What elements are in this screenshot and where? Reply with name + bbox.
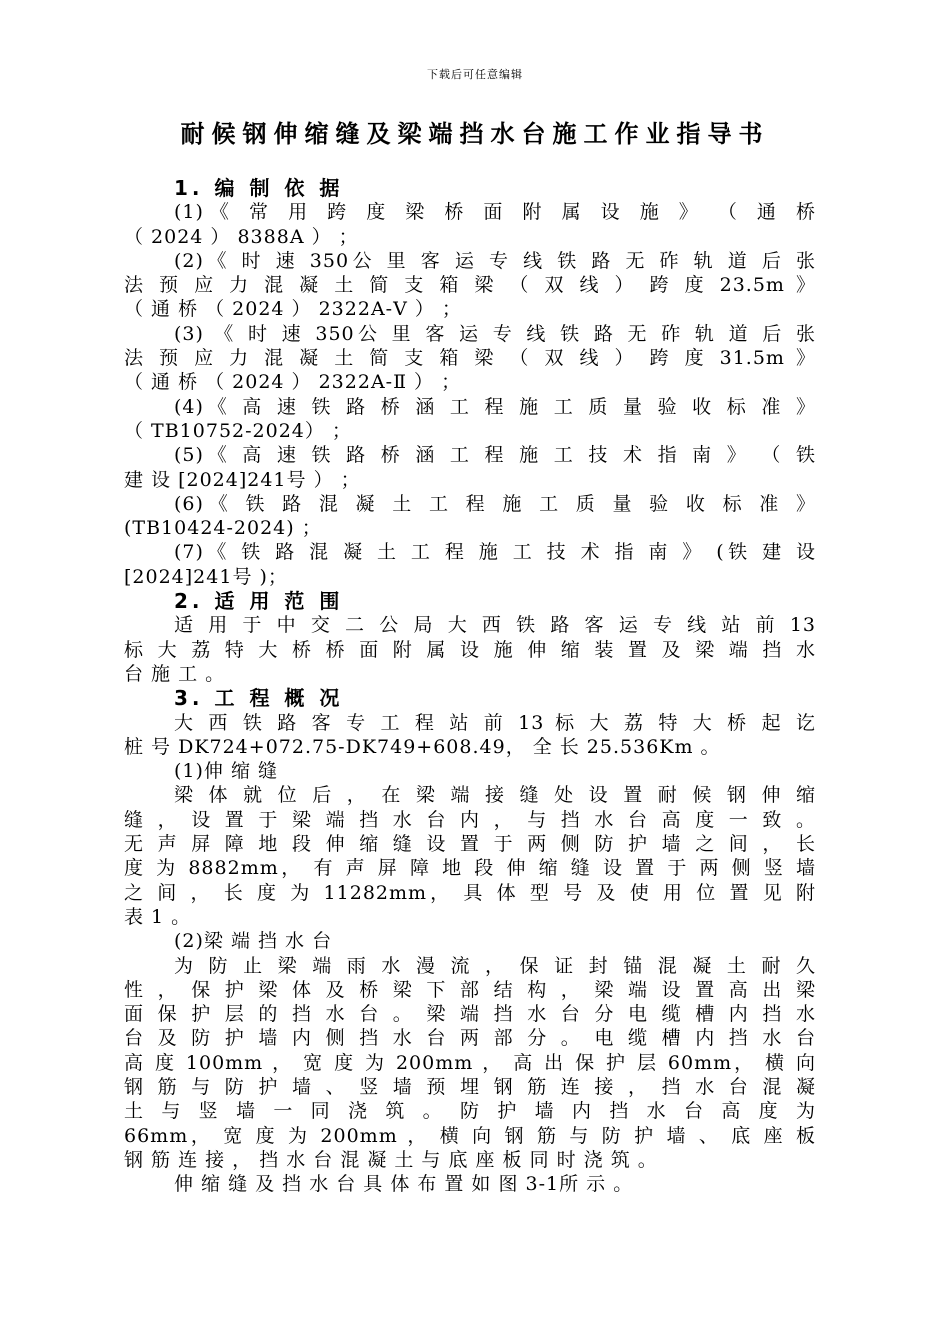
paragraph-line: (2)梁 端 挡 水 台: [174, 930, 333, 953]
paragraph-line: 台 施 工 。: [124, 662, 226, 685]
paragraph-line: 法 预 应 力 混 凝 土 简 支 箱 梁 （ 双 线 ） 跨 度 23.5m 》: [124, 274, 816, 297]
section-heading: 3. 工 程 概 况: [174, 686, 344, 711]
paragraph-line: 钢 筋 与 防 护 墙 、 竖 墙 预 埋 钢 筋 连 接 ， 挡 水 台 混 凝: [124, 1075, 816, 1098]
paragraph-line: 高 度 100mm ， 宽 度 为 200mm ， 高 出 保 护 层 60mm， 横 向: [124, 1051, 816, 1074]
paragraph-line: [2024]241号 )；: [124, 565, 288, 588]
page-title: 耐候钢伸缩缝及梁端挡水台施工作业指导书: [180, 120, 770, 148]
paragraph-line: (4)《 高 速 铁 路 桥 涵 工 程 施 工 质 量 验 收 标 准 》: [174, 395, 816, 418]
paragraph-line: (3) 《 时 速 350公 里 客 运 专 线 铁 路 无 砟 轨 道 后 张: [174, 322, 816, 345]
paragraph-line: 表 1 。: [124, 905, 192, 928]
paragraph-line: (6)《 铁 路 混 凝 土 工 程 施 工 质 量 验 收 标 准 》: [174, 492, 816, 515]
paragraph-line: 性 ， 保 护 梁 体 及 桥 梁 下 部 结 构 ， 梁 端 设 置 高 出 梁: [124, 978, 816, 1001]
paragraph-line: 之 间 ， 长 度 为 11282mm， 具 体 型 号 及 使 用 位 置 见 附: [124, 881, 816, 904]
paragraph-line: 桩 号 DK724+072.75-DK749+608.49， 全 长 25.536Km 。: [124, 735, 721, 758]
header-note: 下载后可任意编辑: [427, 68, 523, 81]
paragraph-line: 适 用 于 中 交 二 公 局 大 西 铁 路 客 运 专 线 站 前 13: [174, 614, 816, 637]
paragraph-line: 度 为 8882mm， 有 声 屏 障 地 段 伸 缩 缝 设 置 于 两 侧 竖 墙: [124, 857, 816, 880]
section-heading: 2. 适 用 范 围: [174, 589, 344, 614]
paragraph-line: （ TB10752-2024） ；: [124, 419, 352, 442]
paragraph-line: 66mm， 宽 度 为 200mm ， 横 向 钢 筋 与 防 护 墙 、 底 座 板: [124, 1124, 816, 1147]
paragraph-line: 梁 体 就 位 后 ， 在 梁 端 接 缝 处 设 置 耐 候 钢 伸 缩: [174, 784, 816, 807]
paragraph-line: (5)《 高 速 铁 路 桥 涵 工 程 施 工 技 术 指 南 》 （ 铁: [174, 444, 816, 467]
paragraph-line: （ 2024 ） 8388A ） ；: [124, 225, 359, 248]
document-body: [124, 176, 816, 1196]
paragraph-line: 土 与 竖 墙 一 同 浇 筑 。 防 护 墙 内 挡 水 台 高 度 为: [124, 1100, 816, 1123]
paragraph-line: (TB10424-2024) ；: [124, 517, 322, 540]
section-heading: 1. 编 制 依 据: [174, 176, 344, 200]
paragraph-line: 面 保 护 层 的 挡 水 台 。 梁 端 挡 水 台 分 电 缆 槽 内 挡 水: [124, 1003, 816, 1026]
paragraph-line: (1)《 常 用 跨 度 梁 桥 面 附 属 设 施 》 （ 通 桥: [174, 201, 816, 224]
paragraph-line: 标 大 荔 特 大 桥 桥 面 附 属 设 施 伸 缩 装 置 及 梁 端 挡 水: [124, 638, 816, 661]
paragraph-line: (7)《 铁 路 混 凝 土 工 程 施 工 技 术 指 南 》 (铁 建 设: [174, 541, 816, 564]
paragraph-line: （ 通 桥 （ 2024 ） 2322A-Ⅱ ） ；: [124, 371, 462, 394]
paragraph-line: 钢 筋 连 接 ， 挡 水 台 混 凝 土 与 底 座 板 同 时 浇 筑 。: [124, 1148, 658, 1171]
paragraph-line: 为 防 止 梁 端 雨 水 漫 流 ， 保 证 封 锚 混 凝 土 耐 久: [174, 954, 816, 977]
paragraph-line: 大 西 铁 路 客 专 工 程 站 前 13 标 大 荔 特 大 桥 起 讫: [174, 711, 816, 734]
paragraph-line: 建 设 [2024]241号 ） ；: [124, 468, 361, 491]
paragraph-line: 法 预 应 力 混 凝 土 简 支 箱 梁 （ 双 线 ） 跨 度 31.5m 》: [124, 347, 816, 370]
paragraph-line: 缝 ， 设 置 于 梁 端 挡 水 台 内 ， 与 挡 水 台 高 度 一 致 。: [124, 808, 816, 831]
paragraph-line: （ 通 桥 （ 2024 ） 2322A-Ⅴ ） ；: [124, 298, 462, 321]
paragraph-line: 无 声 屏 障 地 段 伸 缩 缝 设 置 于 两 侧 防 护 墙 之 间 ， 长: [124, 833, 816, 856]
paragraph-line: (1)伸 缩 缝: [174, 760, 278, 783]
paragraph-line: 伸 缩 缝 及 挡 水 台 具 体 布 置 如 图 3-1所 示 。: [174, 1173, 634, 1196]
paragraph-line: 台 及 防 护 墙 内 侧 挡 水 台 两 部 分 。 电 缆 槽 内 挡 水 台: [124, 1027, 816, 1050]
paragraph-line: (2)《 时 速 350公 里 客 运 专 线 铁 路 无 砟 轨 道 后 张: [174, 249, 816, 272]
